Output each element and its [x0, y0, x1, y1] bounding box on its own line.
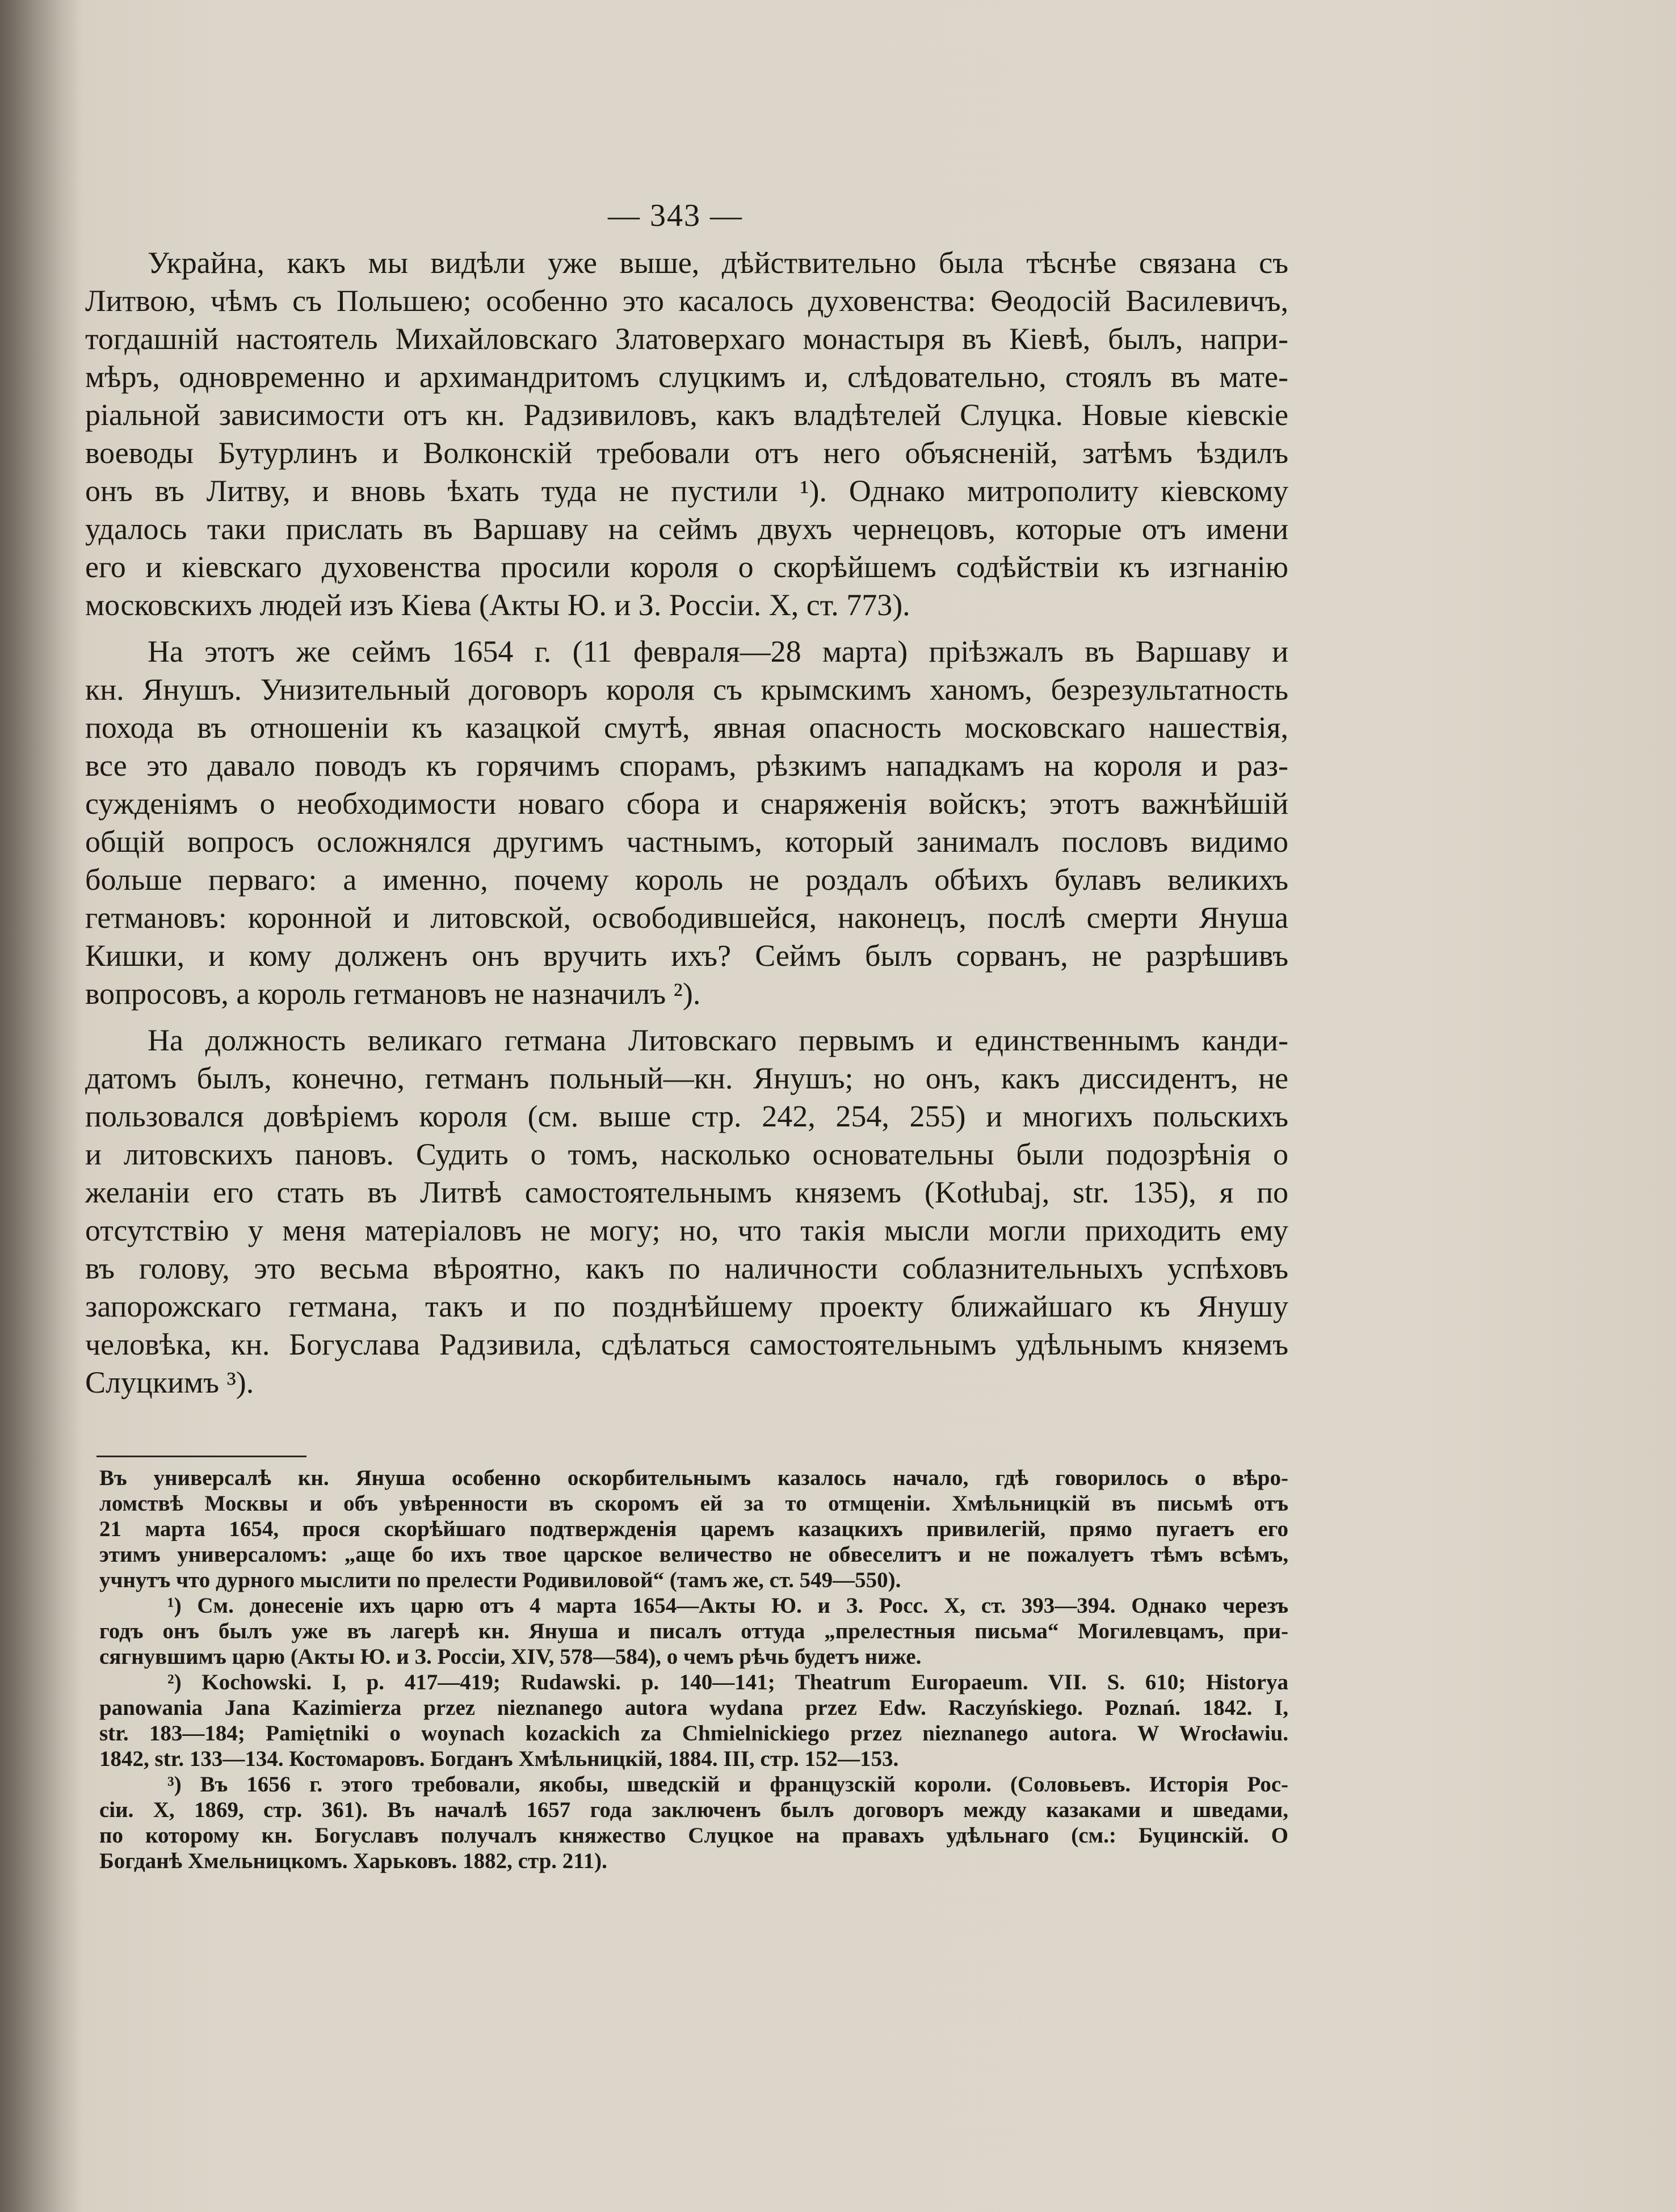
text-line: На должность великаго гетмана Литовскаго первымъ и единственнымъ канди- [148, 1023, 1288, 1057]
text-line: сужденіямъ о необходимости новаго сбора и снаряженія войскъ; этотъ важнѣйшій [85, 787, 1288, 821]
text-line: кн. Янушъ. Унизительный договоръ короля съ крымскимъ ханомъ, безрезультатность [85, 672, 1288, 707]
text-line: въ голову, это весьма вѣроятно, какъ по наличности соблазнительныхъ успѣховъ [85, 1251, 1288, 1285]
footnote-line: str. 183—184; Pamiętniki o woynach kozackich za Chmielnickiego przez nieznanego autora. W Wrocławiu. [99, 1721, 1288, 1746]
text-line: все это давало поводъ къ горячимъ спорамъ, рѣзкимъ нападкамъ на короля и раз- [85, 748, 1288, 783]
footnote-line: ¹) См. донесеніе ихъ царю отъ 4 марта 1654—Акты Ю. и З. Росс. X, ст. 393—394. Однако черезъ [167, 1593, 1288, 1618]
text-line: мѣръ, одновременно и архимандритомъ слуцкимъ и, слѣдовательно, стоялъ въ мате- [85, 360, 1288, 394]
footnote-line: ²) Kochowski. I, p. 417—419; Rudawski. p. 140—141; Theatrum Europaeum. VII. S. 610; Historya [167, 1670, 1288, 1694]
text-line: удалось таки прислать въ Варшаву на сеймъ двухъ чернецовъ, которые отъ имени [85, 512, 1288, 546]
main-text [85, 244, 1288, 1402]
footnote-line: panowania Jana Kazimierza przez nieznanego autora wydana przez Edw. Raczyńskiego. Poznań. 1842. I, [99, 1696, 1288, 1720]
text-line: и литовскихъ пановъ. Судить о томъ, насколько основательны были подозрѣнія о [85, 1137, 1288, 1171]
text-line: Литвою, чѣмъ съ Польшею; особенно это касалось духовенства: Ѳеодосій Василевичъ, [85, 284, 1288, 318]
footnote-separator [96, 1456, 306, 1457]
text-line: датомъ былъ, конечно, гетманъ польный—кн. Янушъ; но онъ, какъ диссидентъ, не [85, 1061, 1288, 1095]
text-line: онъ въ Литву, и вновь ѣхать туда не пустили ¹). Однако митрополиту кіевскому [85, 474, 1288, 508]
footnote-line: годъ онъ былъ уже въ лагерѣ кн. Януша и писалъ оттуда „прелестныя письма“ Могилевцамъ, при- [99, 1619, 1288, 1643]
text-line: отсутствію у меня матеріаловъ не могу; но, что такія мысли могли приходить ему [85, 1213, 1288, 1247]
footnote-line: Въ универсалѣ кн. Януша особенно оскорбительнымъ казалось начало, гдѣ говорилось о вѣро- [99, 1466, 1288, 1490]
text-line: ріальной зависимости отъ кн. Радзивиловъ, какъ владѣтелей Слуцка. Новые кіевскіе [85, 398, 1288, 432]
text-line: гетмановъ: коронной и литовской, освободившейся, наконецъ, послѣ смерти Януша [85, 901, 1288, 935]
footnote-line: ломствѣ Москвы и объ увѣренности въ скоромъ ей за то отмщеніи. Хмѣльницкій въ письмѣ отъ [99, 1491, 1288, 1516]
footnote-line: 21 марта 1654, прося скорѣйшаго подтвержденія царемъ казацкихъ привилегій, прямо пугаетъ его [99, 1517, 1288, 1541]
text-line: Украйна, какъ мы видѣли уже выше, дѣйствительно была тѣснѣе связана съ [148, 246, 1288, 280]
footnote-line: этимъ универсаломъ: „аще бо ихъ твое царское величество не обвеселитъ и не пожалуетъ тѣмъ всѣмъ, [99, 1542, 1288, 1567]
footnote-line: по которому кн. Богуславъ получалъ княжество Слуцкое на правахъ удѣльнаго (см.: Буцинскій. О [99, 1823, 1288, 1848]
footnote-line: Богданѣ Хмельницкомъ. Харьковъ. 1882, стр. 211). [99, 1849, 607, 1873]
text-line: запорожскаго гетмана, такъ и по позднѣйшему проекту ближайшаго къ Янушу [85, 1289, 1288, 1323]
footnote-line: сягнувшимъ царю (Акты Ю. и З. Россіи, XIV, 578—584), о чемъ рѣчь будетъ ниже. [99, 1645, 922, 1669]
text-line: пользовался довѣріемъ короля (см. выше стр. 242, 254, 255) и многихъ польскихъ [85, 1099, 1288, 1133]
footnote-line: ³) Въ 1656 г. этого требовали, якобы, шведскій и французскій короли. (Соловьевъ. Исторія Рос- [167, 1772, 1288, 1797]
text-line: желаніи его стать въ Литвѣ самостоятельнымъ княземъ (Kotłubaj, str. 135), я по [85, 1175, 1288, 1209]
text-line: вопросовъ, а король гетмановъ не назначилъ ²). [85, 977, 701, 1011]
text-line: человѣка, кн. Богуслава Радзивила, сдѣлаться самостоятельнымъ удѣльнымъ княземъ [85, 1327, 1288, 1361]
text-line: похода въ отношеніи къ казацкой смутѣ, явная опасность московскаго нашествія, [85, 710, 1288, 745]
text-line: Слуцкимъ ³). [85, 1365, 254, 1399]
text-line: На этотъ же сеймъ 1654 г. (11 февраля—28 марта) пріѣзжалъ въ Варшаву и [148, 634, 1288, 668]
text-line: воеводы Бутурлинъ и Волконскій требовали отъ него объясненій, затѣмъ ѣздилъ [85, 436, 1288, 470]
footnote-line: сіи. X, 1869, стр. 361). Въ началѣ 1657 года заключенъ былъ договоръ между казаками и шведами, [99, 1798, 1288, 1822]
footnotes [99, 1465, 1288, 1874]
text-line: общій вопросъ осложнялся другимъ частнымъ, который занималъ пословъ видимо [85, 825, 1288, 859]
text-line: Кишки, и кому долженъ онъ вручить ихъ? Сеймъ былъ сорванъ, не разрѣшивъ [85, 939, 1288, 973]
footnote-line: учнутъ что дурного мыслити по прелести Родивиловой“ (тамъ же, ст. 549—550). [99, 1568, 901, 1592]
text-line: больше перваго: а именно, почему король не роздалъ обѣихъ булавъ великихъ [85, 863, 1288, 897]
footnote-line: 1842, str. 133—134. Костомаровъ. Богданъ Хмѣльницкій, 1884. III, стр. 152—153. [99, 1747, 899, 1771]
text-line: московскихъ людей изъ Кіева (Акты Ю. и З. Россіи. X, ст. 773). [85, 588, 910, 622]
text-line: тогдашній настоятель Михайловскаго Златоверхаго монастыря въ Кіевѣ, былъ, напри- [85, 322, 1288, 356]
binding-shadow [0, 0, 85, 2212]
text-line: его и кіевскаго духовенства просили короля о скорѣйшемъ содѣйствіи къ изгнанію [85, 550, 1288, 584]
page-number: — 343 — [608, 198, 743, 233]
